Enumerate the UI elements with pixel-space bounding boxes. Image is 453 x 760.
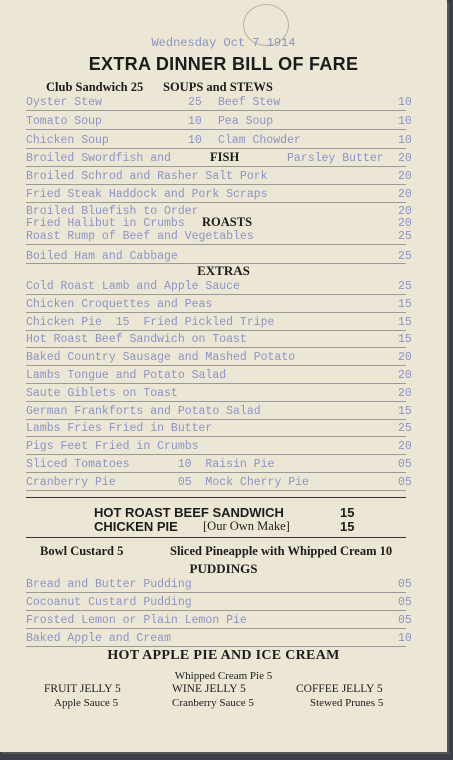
rule-line — [26, 166, 406, 167]
whipped-cream-pie: Whipped Cream Pie 5 — [174, 670, 273, 682]
menu-item-price: 05 — [398, 458, 412, 471]
apple-sauce: Apple Sauce 5 — [54, 697, 119, 709]
rule-line — [26, 472, 406, 473]
menu-item: Clam Chowder — [218, 134, 301, 147]
special-chicken-pie: CHICKEN PIE — [94, 519, 178, 534]
menu-item-price: 20 — [398, 386, 412, 400]
rule-line — [26, 401, 406, 402]
menu-item-price: 20 — [398, 152, 412, 165]
menu-item-price: 15 — [398, 333, 412, 347]
heading-puddings: PUDDINGS — [189, 561, 258, 576]
menu-item-price: 25 — [398, 250, 412, 263]
menu-item-price: 10 — [398, 632, 412, 645]
menu-item: Broiled Schrod and Rasher Salt Pork — [26, 170, 268, 183]
menu-item: Roast Rump of Beef and Vegetables — [26, 230, 254, 243]
menu-item: Oyster Stew — [26, 96, 102, 109]
rule-line — [26, 312, 406, 313]
menu-item-price: 25 — [398, 422, 412, 436]
menu-item: Chicken Soup — [26, 134, 109, 147]
menu-item: Bread and Butter Pudding — [26, 578, 192, 591]
rule-line — [26, 610, 406, 611]
menu-item: Chicken Pie 15 Fried Pickled Tripe — [26, 315, 275, 329]
menu-item-price: 10 — [188, 134, 202, 147]
menu-item: Pigs Feet Fried in Crumbs — [26, 440, 199, 454]
menu-item-price: 05 — [398, 596, 412, 609]
menu-item: Sliced Tomatoes 10 Raisin Pie — [26, 458, 275, 471]
stewed-prunes: Stewed Prunes 5 — [310, 697, 384, 709]
menu-item: German Frankforts and Potato Salad — [26, 404, 261, 418]
fruit-jelly: FRUIT JELLY 5 — [44, 683, 121, 695]
bowl-custard: Bowl Custard 5 — [40, 544, 124, 558]
rule-line — [26, 436, 406, 437]
special-hot-roast-beef: HOT ROAST BEEF SANDWICH — [94, 505, 284, 520]
menu-title: EXTRA DINNER BILL OF FARE — [88, 54, 359, 74]
menu-item-price: 25 — [398, 230, 412, 243]
rule-line — [26, 184, 406, 185]
rule-line — [26, 110, 406, 111]
rule-line — [26, 129, 406, 130]
heading-fish: FISH — [210, 150, 240, 164]
menu-item: Fried Steak Haddock and Pork Scraps — [26, 188, 268, 201]
rule-line — [26, 202, 406, 203]
rule-line — [26, 330, 406, 331]
rule-line — [26, 628, 406, 629]
rule-line — [26, 419, 406, 420]
heavy-rule — [26, 537, 406, 538]
menu-item: Frosted Lemon or Plain Lemon Pie — [26, 614, 247, 627]
menu-item-price: 25 — [188, 96, 202, 109]
menu-item-price: 15 — [398, 404, 412, 418]
menu-item-price: 15 — [398, 315, 412, 329]
heavy-rule — [26, 497, 406, 498]
menu-item: Chicken Croquettes and Peas — [26, 297, 213, 311]
heading-roasts: ROASTS — [202, 215, 253, 229]
coffee-jelly: COFFEE JELLY 5 — [296, 683, 383, 695]
rule-line — [26, 365, 406, 366]
wine-jelly: WINE JELLY 5 — [172, 683, 246, 695]
menu-item: Fried Halibut in Crumbs — [26, 217, 185, 230]
rule-line — [26, 592, 406, 593]
menu-item-price: 10 — [398, 134, 412, 147]
menu-item: Tomato Soup — [26, 115, 102, 128]
menu-item-price: 05 — [398, 475, 412, 489]
menu-item: Baked Apple and Cream — [26, 632, 171, 645]
menu-item-price: 20 — [398, 188, 412, 201]
sliced-pineapple: Sliced Pineapple with Whipped Cream 10 — [170, 544, 393, 558]
hot-apple-pie: HOT APPLE PIE AND ICE CREAM — [107, 648, 340, 663]
rule-line — [26, 347, 406, 348]
menu-item-price: 05 — [398, 578, 412, 591]
rule-line — [26, 148, 406, 149]
rule-line — [26, 383, 406, 384]
menu-item: Lambs Tongue and Potato Salad — [26, 369, 227, 382]
rule-line — [26, 454, 406, 455]
rule-line — [26, 244, 406, 245]
menu-item-price: 05 — [398, 614, 412, 627]
menu-item-price: 20 — [398, 440, 412, 454]
special-price: 15 — [340, 519, 355, 534]
menu-item: Broiled Swordfish and — [26, 152, 171, 165]
menu-item-price: 10 — [398, 96, 412, 109]
menu-item: Saute Giblets on Toast — [26, 386, 178, 400]
menu-item-price: 15 — [398, 297, 412, 311]
club-sandwich: Club Sandwich 25 — [46, 80, 144, 94]
menu-item: Lambs Fries Fried in Butter — [26, 422, 213, 436]
menu-item: Parsley Butter — [287, 152, 384, 165]
menu-item: Cocoanut Custard Pudding — [26, 596, 192, 609]
rule-line — [26, 646, 406, 647]
menu-item-price: 20 — [398, 170, 412, 183]
menu-item-price: 25 — [398, 280, 412, 293]
rule-line — [26, 294, 406, 295]
menu-item-price: 10 — [188, 115, 202, 128]
menu-item: Beef Stew — [218, 96, 281, 109]
menu-item-price: 20 — [398, 351, 412, 365]
heading-soups-stews: SOUPS and STEWS — [163, 80, 273, 94]
heading-extras: EXTRAS — [197, 263, 250, 278]
menu-item-price: 10 — [398, 115, 412, 128]
cranberry-sauce: Cranberry Sauce 5 — [172, 697, 254, 709]
menu-item-price: 20 — [398, 217, 412, 230]
special-note: [Our Own Make] — [203, 519, 290, 533]
menu-item: Baked Country Sausage and Mashed Potato — [26, 351, 296, 365]
menu-item: Boiled Ham and Cabbage — [26, 250, 178, 263]
menu-item: Cranberry Pie 05 Mock Cherry Pie — [26, 475, 309, 489]
menu-date: Wednesday Oct 7 1914 — [151, 36, 296, 50]
special-price: 15 — [340, 505, 355, 520]
menu-item: Broiled Bluefish to Order — [26, 205, 199, 218]
menu-item: Pea Soup — [218, 115, 274, 128]
menu-item-price: 20 — [398, 369, 412, 382]
rule-line — [26, 490, 406, 491]
menu-item-price: 20 — [398, 205, 412, 218]
menu-item: Cold Roast Lamb and Apple Sauce — [26, 280, 240, 293]
menu-item: Hot Roast Beef Sandwich on Toast — [26, 333, 247, 347]
